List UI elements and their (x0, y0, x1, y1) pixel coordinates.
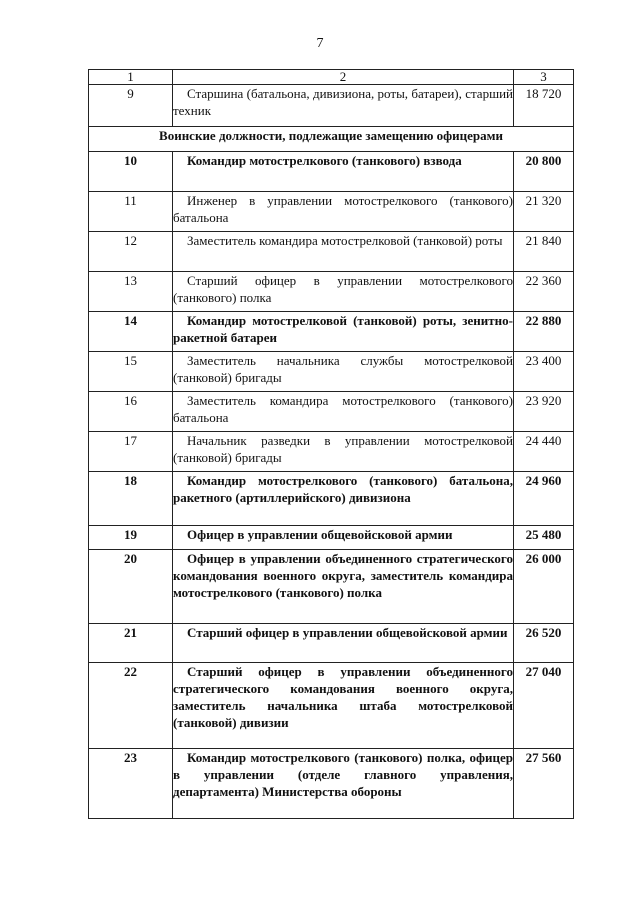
row-number: 11 (89, 192, 173, 232)
table-row (89, 352, 574, 392)
salary-rate: 23 400 (514, 352, 574, 392)
column-header: 1 (89, 70, 173, 85)
salary-rates-table (88, 69, 574, 819)
position-title: Командир мотострелкового (танкового) взвода (173, 152, 514, 192)
row-number: 18 (89, 472, 173, 526)
row-number: 17 (89, 432, 173, 472)
row-number: 22 (89, 663, 173, 749)
table-row (89, 232, 574, 272)
table-row (89, 432, 574, 472)
table-row (89, 85, 574, 127)
position-title: Офицер в управлении общевойсковой армии (173, 526, 514, 550)
section-row (89, 127, 574, 152)
salary-rate: 25 480 (514, 526, 574, 550)
row-number: 13 (89, 272, 173, 312)
salary-rate: 27 040 (514, 663, 574, 749)
salary-rate: 22 360 (514, 272, 574, 312)
position-title: Заместитель начальника службы мотострелковой (танковой) бригады (173, 352, 514, 392)
position-title: Командир мотострелкового (танкового) батальона, ракетного (артиллерийского) дивизиона (173, 472, 514, 526)
section-title: Воинские должности, подлежащие замещению офицерами (89, 127, 574, 152)
salary-rate: 27 560 (514, 749, 574, 819)
salary-rate: 26 000 (514, 550, 574, 624)
row-number: 15 (89, 352, 173, 392)
row-number: 14 (89, 312, 173, 352)
position-title: Старший офицер в управлении общевойсковой армии (173, 624, 514, 663)
row-number: 19 (89, 526, 173, 550)
salary-rate: 23 920 (514, 392, 574, 432)
table-row (89, 392, 574, 432)
row-number: 21 (89, 624, 173, 663)
column-header: 2 (173, 70, 514, 85)
row-number: 12 (89, 232, 173, 272)
table-row (89, 152, 574, 192)
salary-rate: 21 320 (514, 192, 574, 232)
row-number: 10 (89, 152, 173, 192)
salary-rate: 18 720 (514, 85, 574, 127)
column-header: 3 (514, 70, 574, 85)
row-number: 23 (89, 749, 173, 819)
row-number: 20 (89, 550, 173, 624)
position-title: Старшина (батальона, дивизиона, роты, батареи), старший техник (173, 85, 514, 127)
position-title: Командир мотострелкового (танкового) полка, офицер в управлении (отделе главного управления, департамента) Министерства обороны (173, 749, 514, 819)
salary-rate: 24 960 (514, 472, 574, 526)
position-title: Заместитель командира мотострелковой (танковой) роты (173, 232, 514, 272)
position-title: Старший офицер в управлении мотострелкового (танкового) полка (173, 272, 514, 312)
table-row (89, 272, 574, 312)
table-row (89, 663, 574, 749)
position-title: Начальник разведки в управлении мотострелковой (танковой) бригады (173, 432, 514, 472)
position-title: Заместитель командира мотострелкового (танкового) батальона (173, 392, 514, 432)
page-number: 7 (316, 36, 324, 51)
position-title: Офицер в управлении объединенного стратегического командования военного округа, заместитель командира мотострелкового (танкового) полка (173, 550, 514, 624)
position-title: Инженер в управлении мотострелкового (танкового) батальона (173, 192, 514, 232)
table-row (89, 192, 574, 232)
header-row (89, 70, 574, 85)
table-row (89, 550, 574, 624)
salary-rate: 21 840 (514, 232, 574, 272)
salary-rate: 26 520 (514, 624, 574, 663)
table-row (89, 312, 574, 352)
salary-rate: 22 880 (514, 312, 574, 352)
table-row (89, 472, 574, 526)
position-title: Командир мотострелковой (танковой) роты, зенитно-ракетной батареи (173, 312, 514, 352)
salary-rate: 24 440 (514, 432, 574, 472)
position-title: Старший офицер в управлении объединенного стратегического командования военного округа, заместитель начальника штаба мотострелковой (танковой) дивизии (173, 663, 514, 749)
salary-rate: 20 800 (514, 152, 574, 192)
row-number: 16 (89, 392, 173, 432)
table-row (89, 749, 574, 819)
row-number: 9 (89, 85, 173, 127)
table-row (89, 624, 574, 663)
table-row (89, 526, 574, 550)
